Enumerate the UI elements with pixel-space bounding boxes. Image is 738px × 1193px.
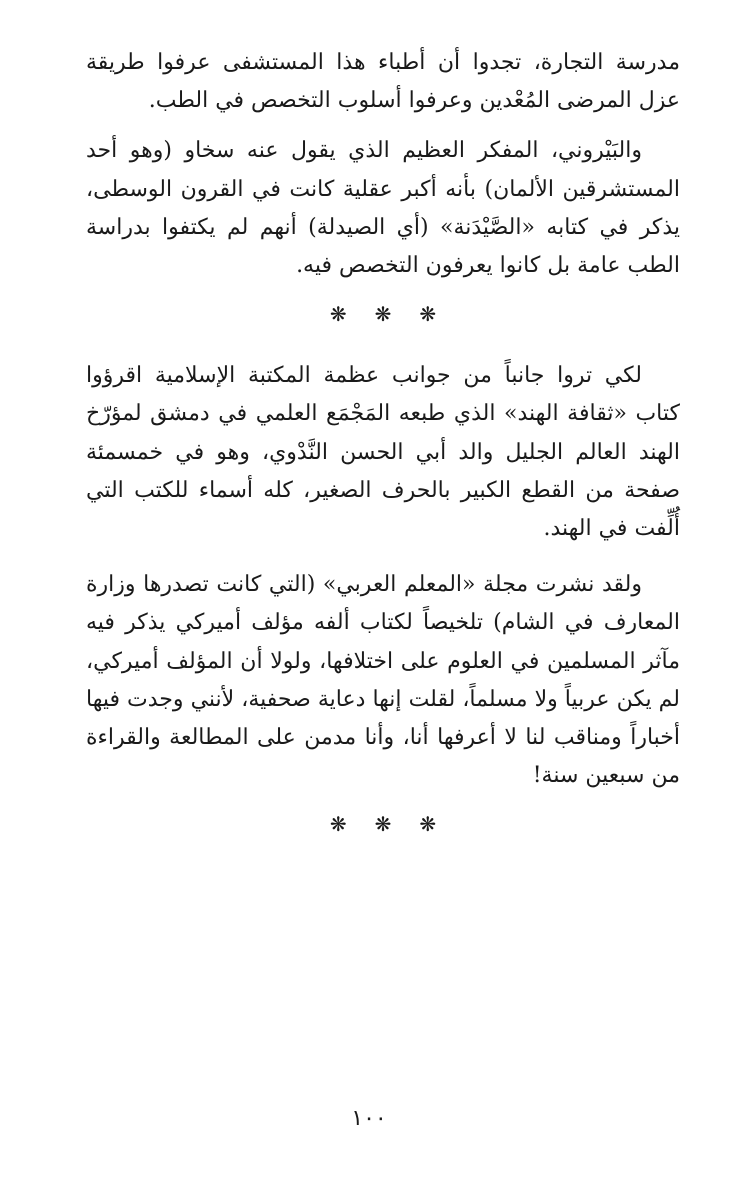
paragraph-1: مدرسة التجارة، تجدوا أن أطباء هذا المستشفى عرفوا طريقة عزل المرضى المُعْدين وعرفوا أسلوب التخصص في الطب.	[86, 50, 680, 114]
asterism-icon: ❋	[329, 812, 347, 837]
page-body	[86, 44, 680, 867]
section-separator-1	[86, 299, 680, 329]
asterism-icon: ❋	[374, 302, 392, 327]
asterism-icon: ❋	[419, 302, 437, 327]
section-separator-2	[86, 809, 680, 839]
paragraph-4: ولقد نشرت مجلة «المعلم العربي» (التي كانت تصدرها وزارة المعارف في الشام) تلخيصاً لكتاب ألفه مؤلف أميركي يذكر فيه مآثر المسلمين في العلوم على اختلافها، ولولا أن المؤلف أميركي، لم يكن عربياً ولا مسلماً، لقلت إنها دعاية صحفية، لأنني وجدت فيها أخباراً ومناقب لنا لا أعرفها أنا، وأنا مدمن على المطالعة والقراءة من سبعين سنة!	[86, 572, 680, 789]
paragraph-3: لكي تروا جانباً من جوانب عظمة المكتبة الإسلامية اقرؤوا كتاب «ثقافة الهند» الذي طبعه المَجْمَع العلمي في دمشق لمؤرّخ الهند العالم الجليل والد أبي الحسن النَّدْوي، وهو في خمسمئة صفحة من القطع الكبير بالحرف الصغير، كله أسماء للكتب التي أُلِّفت في الهند.	[86, 363, 680, 542]
asterism-icon: ❋	[374, 812, 392, 837]
paragraph-2: والبَيْروني، المفكر العظيم الذي يقول عنه سخاو (وهو أحد المستشرقين الألمان) بأنه أكبر عقلية كانت في القرون الوسطى، يذكر في كتابه «الصَّيْدَنة» (أي الصيدلة) أنهم لم يكتفوا بدراسة الطب عامة بل كانوا يعرفون التخصص فيه.	[86, 138, 680, 279]
asterism-icon: ❋	[329, 302, 347, 327]
page-number: ١٠٠	[351, 1106, 387, 1131]
asterism-icon: ❋	[419, 812, 437, 837]
